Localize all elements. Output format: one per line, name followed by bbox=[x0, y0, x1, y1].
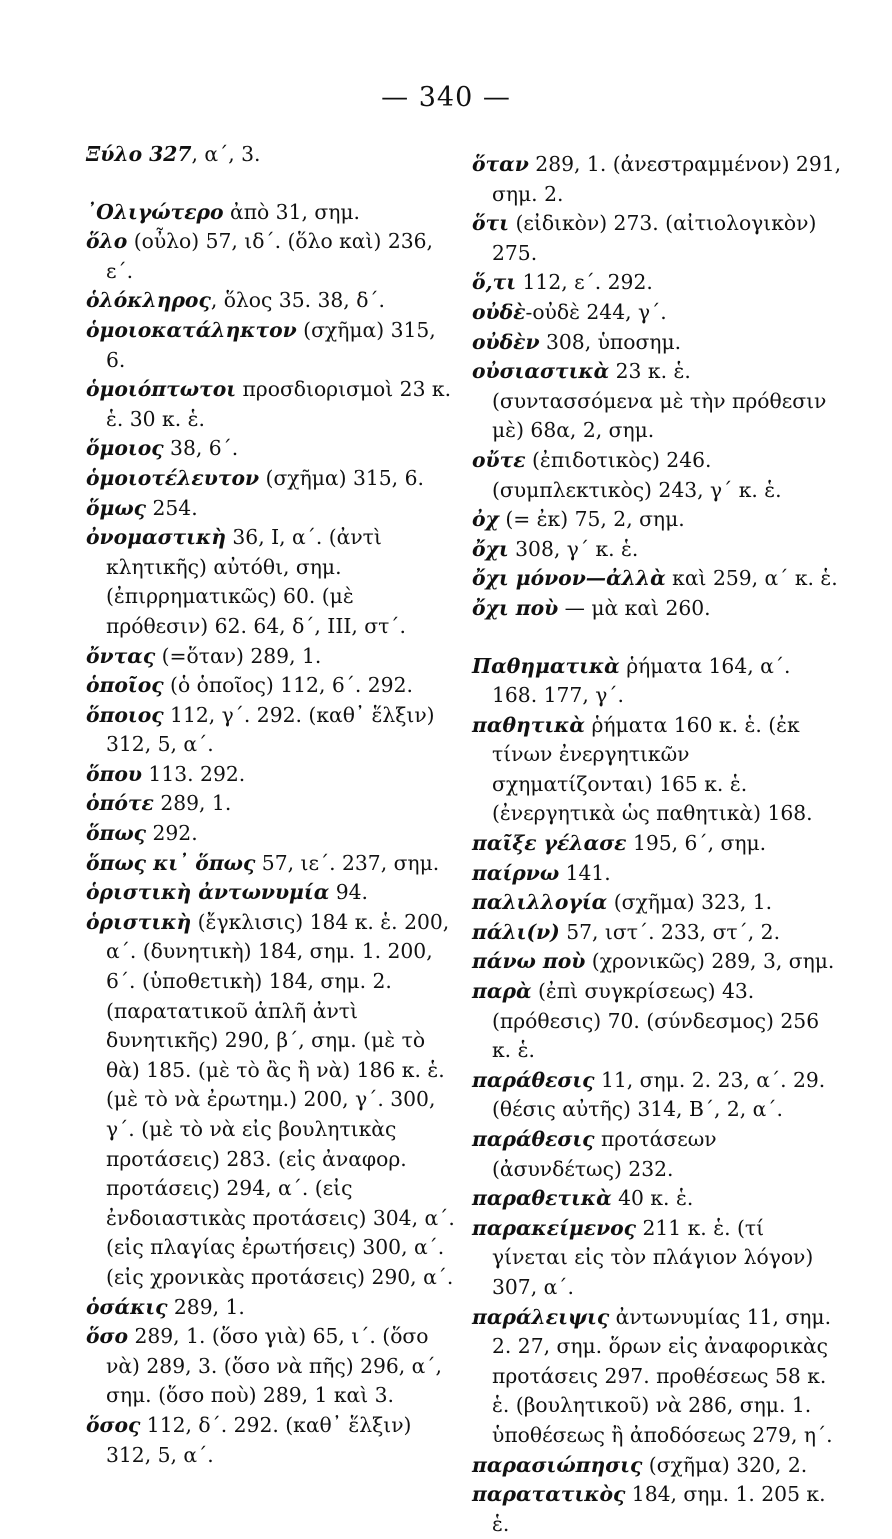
entry-headword: ὅτι bbox=[472, 211, 509, 236]
entry-references: 289, 1. bbox=[153, 791, 232, 816]
section-gap bbox=[86, 170, 461, 198]
entry-references: 38, 6΄. bbox=[163, 436, 239, 461]
entry-headword: ὁμοιοκατάληκτον bbox=[86, 317, 297, 342]
entry-headword: ὅπου bbox=[86, 761, 142, 786]
index-entry bbox=[86, 819, 461, 849]
entry-references: προτάσεων (ἀσυνδέτως) 232. bbox=[492, 1127, 717, 1181]
entry-headword: παραθετικὰ bbox=[472, 1186, 612, 1211]
entry-references: 94. bbox=[329, 880, 368, 905]
entry-references: (οὖλο) 57, ιδ΄. (ὅλο καὶ) 236, ε΄. bbox=[106, 229, 433, 283]
entry-headword: παράλειψις bbox=[472, 1304, 610, 1329]
index-entry bbox=[472, 947, 842, 977]
entry-references: (ἔγκλισις) 184 κ. ἑ. 200, α΄. (δυνητικὴ) 184, σημ. 1. 200, 6΄. (ὑποθετικὴ) 184, σημ. 2. (παρατατικοῦ ἁπλῆ ἀντὶ δυνητικῆς) 290, β΄, σημ. (μὲ τὸ θὰ) 185. (μὲ τὸ ἂς ἢ νὰ) 186 κ. ἑ. (μὲ τὸ νὰ ἐρωτημ.) 200, γ΄. 300, γ΄. (μὲ τὸ νὰ εἰς βουλητικὰς προτάσεις) 283. (εἰς ἀναφορ. προτάσεις) 294, α΄. (εἰς ἐνδοιαστικὰς προτάσεις) 304, α΄. (εἰς πλαγίας ἐρωτήσεις) 300, α΄. (εἰς χρονικὰς προτάσεις) 290, α΄. bbox=[106, 909, 455, 1289]
entry-references: ἀντωνυμίας 11, σημ. 2. 27, σημ. ὅρων εἰς ἀναφορικὰς προτάσεις 297. προθέσεως 58 κ. ἑ. (βουλητικοῦ) νὰ 286, σημ. 1. ὑποθέσεως ἢ ἀποδόσεως 279, η΄. bbox=[492, 1304, 833, 1447]
entry-headword: ὅμως bbox=[86, 495, 147, 520]
entry-references: 195, 6΄, σημ. bbox=[626, 831, 767, 856]
entry-headword: ὄντας bbox=[86, 643, 156, 668]
index-entry bbox=[86, 375, 461, 434]
entry-headword: ὁλόκληρος bbox=[86, 288, 211, 313]
entry-headword: οὐδὲν bbox=[472, 329, 540, 354]
entry-references: 211 κ. ἑ. (τί γίνεται εἰς τὸν πλάγιον λόγον) 307, α΄. bbox=[492, 1215, 814, 1299]
index-entry bbox=[86, 434, 461, 464]
index-entry bbox=[86, 140, 461, 170]
index-entry bbox=[86, 760, 461, 790]
entry-references: (σχῆμα) 320, 2. bbox=[642, 1452, 808, 1477]
index-entry bbox=[86, 642, 461, 672]
entry-references: 57, ιε΄. 237, σημ. bbox=[255, 850, 440, 875]
index-entry bbox=[472, 357, 842, 446]
entry-headword: ὁπότε bbox=[86, 791, 154, 816]
index-entry bbox=[86, 849, 461, 879]
entry-headword: ὅσο bbox=[86, 1324, 129, 1349]
entry-headword: παράθεσις bbox=[472, 1067, 595, 1092]
index-entry bbox=[86, 701, 461, 760]
index-entry bbox=[472, 268, 842, 298]
entry-headword: ὄχι ποὺ bbox=[472, 595, 559, 620]
index-entry bbox=[86, 523, 461, 641]
entry-references: (= ἐκ) 75, 2, σημ. bbox=[498, 507, 685, 532]
entry-headword: ὁποῖος bbox=[86, 673, 164, 698]
index-entry bbox=[472, 1303, 842, 1451]
entry-headword: ᾿Ολιγώτερο bbox=[86, 199, 224, 224]
index-entry bbox=[86, 227, 461, 286]
entry-headword: πάλι(ν) bbox=[472, 919, 560, 944]
index-entry bbox=[86, 878, 461, 908]
index-entry bbox=[86, 908, 461, 1293]
index-column-right bbox=[472, 150, 842, 1539]
entry-references: 40 κ. ἑ. bbox=[611, 1186, 694, 1211]
entry-references: 184, σημ. 1. 205 κ. ἑ. bbox=[492, 1482, 826, 1536]
entry-headword: Ξύλο 327 bbox=[86, 142, 192, 166]
entry-headword: ὅπως κι᾿ ὅπως bbox=[86, 850, 256, 875]
entry-headword: οὐσιαστικὰ bbox=[472, 359, 610, 384]
index-entry bbox=[472, 535, 842, 565]
entry-headword: ὀνομαστικὴ bbox=[86, 525, 226, 550]
index-entry bbox=[472, 1125, 842, 1184]
entry-references: 112, ε΄. 292. bbox=[516, 270, 653, 295]
entry-headword: ὅμοιος bbox=[86, 436, 164, 461]
index-entry bbox=[86, 1293, 461, 1323]
entry-references: 308, ὑποσημ. bbox=[539, 329, 682, 354]
index-entry bbox=[472, 711, 842, 829]
entry-references: (σχῆμα) 323, 1. bbox=[607, 890, 773, 915]
entry-headword: ὅποιος bbox=[86, 702, 164, 727]
entry-headword: ὅσος bbox=[86, 1412, 141, 1437]
entry-headword: Παθηματικὰ bbox=[472, 653, 620, 678]
entry-references: — μὰ καὶ 260. bbox=[558, 595, 711, 620]
entry-headword: παράθεσις bbox=[472, 1127, 595, 1151]
index-entry bbox=[472, 150, 842, 209]
entry-references: (σχῆμα) 315, 6. bbox=[259, 465, 424, 490]
entry-references: 254. bbox=[146, 495, 198, 520]
entry-references: καὶ 259, α΄ κ. ἑ. bbox=[665, 566, 838, 591]
entry-references: 57, ιστ΄. 233, στ΄, 2. bbox=[559, 919, 781, 944]
index-entry bbox=[86, 464, 461, 494]
index-entry bbox=[472, 1066, 842, 1125]
index-entry bbox=[86, 494, 461, 524]
entry-headword: ὅ,τι bbox=[472, 270, 517, 295]
entry-references: 113. 292. bbox=[141, 761, 246, 786]
entry-references: 289, 1. (ὅσο γιὰ) 65, ι΄. (ὅσο νὰ) 289, 3. (ὅσο νὰ πῆς) 296, α΄, σημ. (ὅσο ποὺ) 289, 1 καὶ 3. bbox=[106, 1324, 442, 1408]
entry-headword: παρακείμενος bbox=[472, 1215, 637, 1240]
index-entry bbox=[86, 316, 461, 375]
entry-headword: ὅλο bbox=[86, 229, 128, 254]
index-entry bbox=[472, 977, 842, 1066]
entry-headword: ὅταν bbox=[472, 152, 529, 176]
entry-references: 289, 1. (ἀνεστραμμένον) 291, σημ. 2. bbox=[492, 152, 842, 206]
index-entry bbox=[472, 446, 842, 505]
index-entry bbox=[472, 298, 842, 328]
index-entry bbox=[472, 328, 842, 358]
index-entry bbox=[472, 1184, 842, 1214]
index-entry bbox=[472, 1214, 842, 1303]
page-number: — 340 — bbox=[381, 82, 511, 113]
entry-references: 141. bbox=[559, 860, 611, 885]
entry-headword: οὔτε bbox=[472, 447, 526, 472]
entry-references: 289, 1. bbox=[167, 1294, 245, 1319]
entry-references: ῥήματα 160 κ. ἑ. (ἐκ τίνων ἐνεργητικῶν σχηματίζονται) 165 κ. ἑ. (ἐνεργητικὰ ὡς παθητικὰ) 168. bbox=[492, 712, 813, 826]
entry-references: 308, γ΄ κ. ἑ. bbox=[508, 536, 639, 561]
index-entry bbox=[86, 198, 461, 228]
entry-references: 292. bbox=[146, 821, 198, 846]
section-gap bbox=[472, 624, 842, 652]
entry-references: (χρονικῶς) 289, 3, σημ. bbox=[585, 949, 835, 974]
entry-references: (ὁ ὁποῖος) 112, 6΄. 292. bbox=[163, 673, 413, 698]
entry-references: ῥήματα 164, α΄. 168. 177, γ΄. bbox=[492, 653, 791, 708]
entry-references: 11, σημ. 2. 23, α΄. 29. (θέσις αὐτῆς) 314, Β΄, 2, α΄. bbox=[492, 1067, 826, 1122]
index-entry bbox=[472, 505, 842, 535]
index-entry bbox=[472, 918, 842, 948]
index-entry bbox=[86, 671, 461, 701]
entry-references: 112, γ΄. 292. (καθ᾿ ἕλξιν) 312, 5, α΄. bbox=[106, 702, 435, 757]
entry-references: , α΄, 3. bbox=[191, 142, 261, 166]
entry-references: (=ὅταν) 289, 1. bbox=[155, 643, 322, 668]
entry-references: 36, I, α΄. (ἀντὶ κλητικῆς) αὐτόθι, σημ. (ἐπιρρηματικῶς) 60. (μὲ πρόθεσιν) 62. 64, δ΄, III, στ΄. bbox=[106, 525, 406, 638]
entry-references: (σχῆμα) 315, 6. bbox=[106, 317, 436, 372]
entry-headword: παῖξε γέλασε bbox=[472, 831, 627, 856]
entry-headword: ὄχι μόνον—ἀλλὰ bbox=[472, 566, 666, 591]
entry-references: (ἐπὶ συγκρίσεως) 43. (πρόθεσις) 70. (σύνδεσμος) 256 κ. ἑ. bbox=[492, 979, 820, 1063]
entry-headword: παλιλλογία bbox=[472, 890, 608, 915]
entry-references: -οὐδὲ 244, γ΄. bbox=[525, 299, 667, 324]
index-entry bbox=[472, 1480, 842, 1539]
entry-references: (ἐπιδοτικὸς) 246. (συμπλεκτικὸς) 243, γ΄ κ. ἑ. bbox=[492, 447, 782, 502]
entry-references: 112, δ΄. 292. (καθ᾿ ἕλξιν) 312, 5, α΄. bbox=[106, 1412, 412, 1467]
entry-headword: ὁσάκις bbox=[86, 1294, 168, 1319]
entry-headword: παρὰ bbox=[472, 979, 532, 1004]
entry-headword: παίρνω bbox=[472, 860, 560, 885]
index-entry bbox=[472, 888, 842, 918]
index-column-left bbox=[86, 140, 461, 1470]
index-entry bbox=[472, 564, 842, 594]
entry-headword: ὁριστικὴ ἀντωνυμία bbox=[86, 880, 330, 905]
entry-headword: ὄχι bbox=[472, 536, 509, 561]
index-entry bbox=[86, 1322, 461, 1411]
entry-headword: ὁμοιοτέλευτον bbox=[86, 465, 260, 490]
entry-headword: ὅπως bbox=[86, 821, 147, 846]
index-entry bbox=[86, 286, 461, 316]
entry-headword: πάνω ποὺ bbox=[472, 949, 586, 974]
entry-references: προσδιορισμοὶ 23 κ. ἑ. 30 κ. ἑ. bbox=[106, 377, 452, 431]
entry-references: ἀπὸ 31, σημ. bbox=[223, 199, 360, 224]
entry-headword: ὁμοιόπτωτοι bbox=[86, 377, 237, 402]
entry-headword: ὁριστικὴ bbox=[86, 909, 192, 934]
index-entry bbox=[472, 652, 842, 711]
index-entry bbox=[472, 209, 842, 268]
index-entry bbox=[86, 789, 461, 819]
index-entry bbox=[472, 859, 842, 889]
entry-headword: παρατατικὸς bbox=[472, 1482, 626, 1507]
entry-references: , ὅλος 35. 38, δ΄. bbox=[210, 288, 385, 313]
entry-headword: παθητικὰ bbox=[472, 712, 585, 737]
entry-headword: παρασιώπησις bbox=[472, 1452, 643, 1477]
index-entry bbox=[86, 1411, 461, 1470]
entry-references: 23 κ. ἑ. (συντασσόμενα μὲ τὴν πρόθεσιν μὲ) 68α, 2, σημ. bbox=[492, 359, 827, 443]
index-entry bbox=[472, 829, 842, 859]
index-entry bbox=[472, 1451, 842, 1481]
entry-references: (εἰδικὸν) 273. (αἰτιολογικὸν) 275. bbox=[492, 211, 817, 265]
entry-headword: ὀχ bbox=[472, 507, 499, 532]
entry-headword: οὐδὲ bbox=[472, 299, 526, 324]
index-entry bbox=[472, 594, 842, 624]
